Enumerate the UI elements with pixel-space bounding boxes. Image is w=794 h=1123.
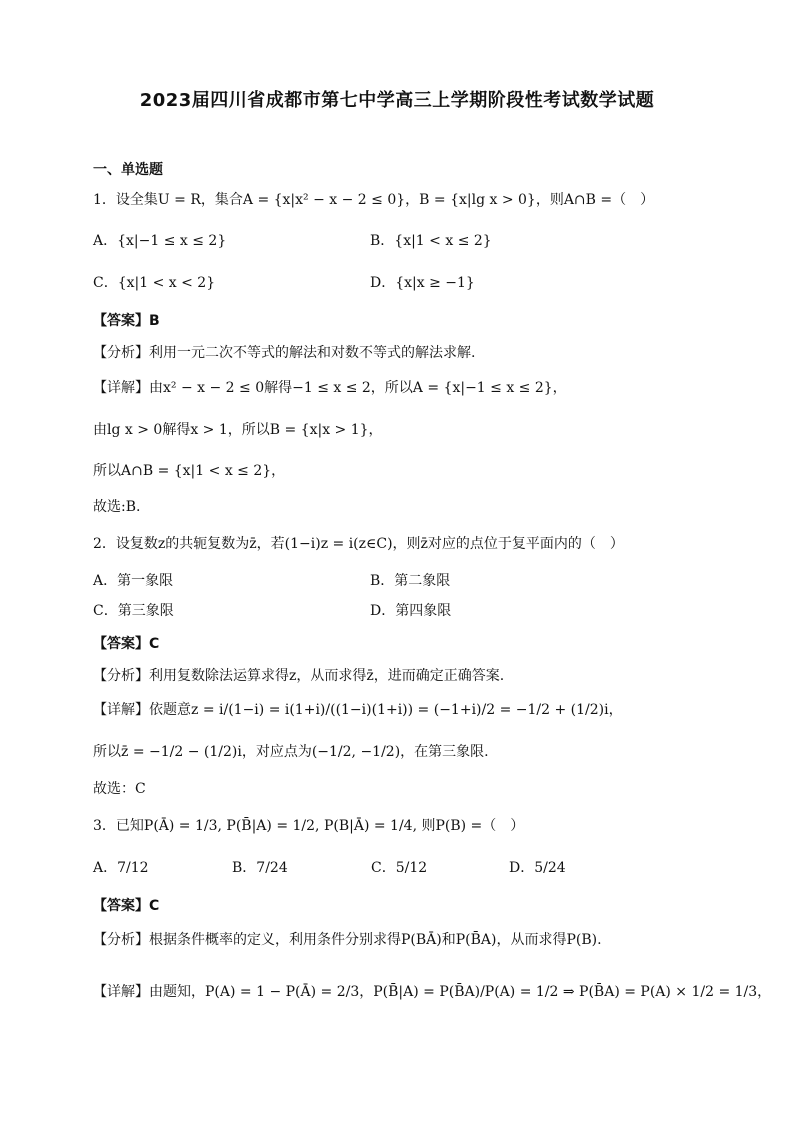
section-heading: 一、单选题 bbox=[93, 162, 163, 178]
q3-option-d: D．5/24 bbox=[509, 860, 566, 876]
q2-answer: 【答案】C bbox=[93, 636, 160, 652]
q2-detail-1: 【详解】依题意z = i/(1−i) = i(1+i)/((1−i)(1+i)) = (−1+i)/2 = −1/2 + (1/2)i， bbox=[93, 702, 623, 718]
q1-option-c: C．{x|1 < x < 2} bbox=[93, 275, 216, 291]
q2-option-c: C．第三象限 bbox=[93, 603, 174, 619]
document-title: 2023届四川省成都市第七中学高三上学期阶段性考试数学试题 bbox=[139, 90, 655, 111]
q2-analysis: 【分析】利用复数除法运算求得z，从而求得z̄，进而确定正确答案. bbox=[93, 668, 505, 684]
q3-stem: 3．已知P(Ā) = 1/3, P(B̄|A) = 1/2, P(B|Ā) = 1/4, 则P(B) =（ ） bbox=[93, 818, 525, 834]
q3-analysis: 【分析】根据条件概率的定义，利用条件分别求得P(BĀ)和P(B̄A)，从而求得P(B). bbox=[93, 932, 602, 948]
q2-option-a: A．第一象限 bbox=[93, 573, 174, 589]
q3-option-c: C．5/12 bbox=[371, 860, 428, 876]
q3-option-a: A．7/12 bbox=[93, 860, 149, 876]
q3-option-b: B．7/24 bbox=[232, 860, 288, 876]
q2-option-d: D．第四象限 bbox=[370, 603, 452, 619]
q1-detail-2: 由lg x > 0解得x > 1，所以B = {x|x > 1}， bbox=[93, 422, 383, 438]
q1-option-d: D．{x|x ≥ −1} bbox=[370, 275, 475, 291]
q2-detail-2: 所以z̄ = −1/2 − (1/2)i，对应点为(−1/2, −1/2)，在第三象限. bbox=[93, 744, 489, 760]
q1-analysis: 【分析】利用一元二次不等式的解法和对数不等式的解法求解. bbox=[93, 345, 476, 361]
q2-option-b: B．第二象限 bbox=[370, 573, 451, 589]
q1-option-b: B．{x|1 < x ≤ 2} bbox=[370, 233, 492, 249]
q1-answer: 【答案】B bbox=[93, 313, 160, 329]
q2-stem: 2．设复数z的共轭复数为z̄，若(1−i)z = i(z∈C)，则z̄对应的点位于复平面内的（ ） bbox=[93, 536, 624, 552]
q1-detail-3: 所以A∩B = {x|1 < x ≤ 2}， bbox=[93, 463, 286, 479]
q3-answer: 【答案】C bbox=[93, 898, 160, 914]
q1-option-a: A．{x|−1 ≤ x ≤ 2} bbox=[93, 233, 227, 249]
q1-detail-1: 【详解】由x² − x − 2 ≤ 0解得−1 ≤ x ≤ 2，所以A = {x|−1 ≤ x ≤ 2}， bbox=[93, 380, 567, 396]
q1-stem: 1．设全集U = R，集合A = {x|x² − x − 2 ≤ 0}，B = {x|lg x > 0}，则A∩B =（ ） bbox=[93, 192, 655, 208]
q1-detail-4: 故选:B. bbox=[93, 499, 141, 515]
q2-detail-3: 故选：C bbox=[93, 781, 146, 797]
q3-detail-1: 【详解】由题知，P(A) = 1 − P(Ā) = 2/3，P(B̄|A) = P(B̄A)/P(A) = 1/2 ⇒ P(B̄A) = P(A) × 1/2 = 1/3， bbox=[93, 984, 772, 1000]
